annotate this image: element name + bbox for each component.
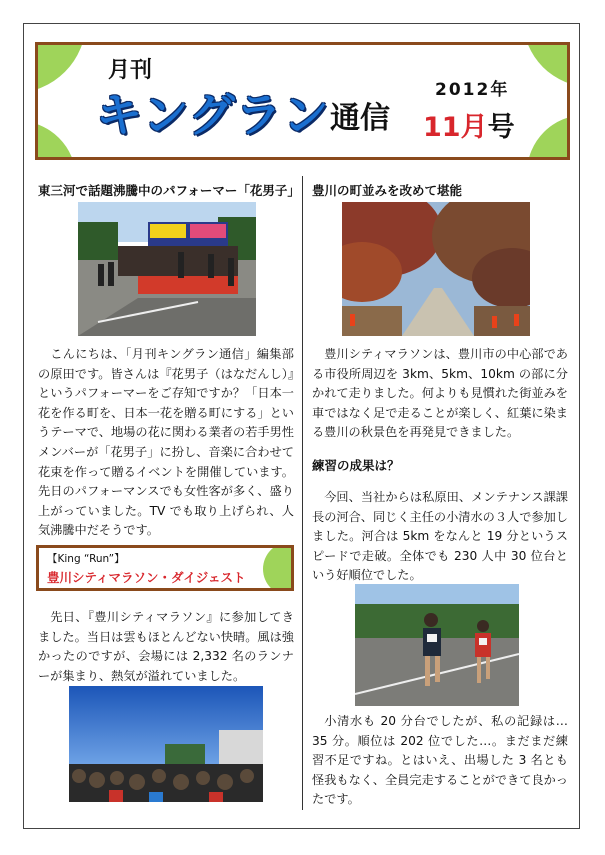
article-heading-practice: 練習の成果は？ (312, 458, 400, 473)
article-body-hanadanshi: こんにちは、「月刊キングラン通信」編集部の原田です。皆さんは『花男子（はなだんし）』というパフォーマーをご存知ですか？「日本一花を作る町を、日本一花を贈る町にする」というテーマで、地場の花に関わる業者の若手男性メンバーが「花男子」に扮し、音楽に合わせて花束を作って贈るイベントを開催しています。先日のパフォーマンスでも女性客が多く、盛り上がっていました。TV でも取り上げられ、人気沸騰中だそうです。 (38, 347, 294, 538)
masthead-monthly-label: 月刊 (108, 58, 153, 83)
crowd-photo-image (69, 686, 263, 802)
leaf-decoration (523, 42, 570, 87)
masthead-title: キングラン (96, 88, 330, 142)
column-divider (302, 176, 303, 810)
feature-banner (36, 545, 294, 591)
photo-marathon-crowd (69, 686, 263, 802)
masthead-banner (35, 42, 570, 160)
leaf-decoration (35, 42, 86, 93)
masthead-title-suffix: 通信 (330, 101, 390, 136)
stage-photo-image (78, 202, 256, 336)
photo-runners (355, 584, 519, 706)
masthead-year: 2012年 (435, 80, 510, 100)
runners-photo-image (355, 584, 519, 706)
photo-hanadanshi-stage (78, 202, 256, 336)
article-body-townscape: 豊川シティマラソンは、豊川市の中心部である市役所周辺を 3km、5km、10km の部に分かれて走りました。何よりも見慣れた街並みを車ではなく足で走ることが楽しく、紅葉に染まる豊川の秋景色を再発見できました。 (312, 347, 568, 440)
article-heading-hanadanshi: 東三河で話題沸騰中のパフォーマー「花男子」 (38, 183, 300, 198)
masthead-issue (423, 105, 515, 144)
photo-autumn-street (342, 202, 530, 336)
issue-month: 11月 (423, 112, 488, 143)
article-body-marathon-intro: 先日、『豊川シティマラソン』に参加してきました。当日は雲もほとんどない快晴。風は強かったのですが、会場には 2,332 名のランナーが集まり、熱気が溢れていました。 (38, 610, 294, 683)
feature-kicker: 【King “Run”】 (47, 553, 125, 565)
leaf-decoration (527, 115, 570, 160)
article-body-practice: 今回、当社からは私原田、メンテナンス課課長の河合、同じく主任の小清水の３人で参加しました。河合は 5km をなんと 19 分というスピードで走破。全体でも 230 人中 30 位台という好順位でした。 (312, 490, 568, 583)
street-photo-image (342, 202, 530, 336)
leaf-decoration (35, 121, 76, 160)
issue-suffix: 号 (487, 112, 515, 143)
leaf-decoration (263, 545, 294, 591)
feature-title: 豊川シティマラソン・ダイジェスト (47, 570, 246, 585)
article-heading-townscape: 豊川の町並みを改めて堪能 (312, 183, 463, 198)
article-body-results: 小清水も 20 分台でしたが、私の記録は…35 分。順位は 202 位でした…。まだまだ練習不足ですね。とはいえ、出場した 3 名とも怪我もなく、全員完走することができて良かったです。 (312, 714, 568, 807)
